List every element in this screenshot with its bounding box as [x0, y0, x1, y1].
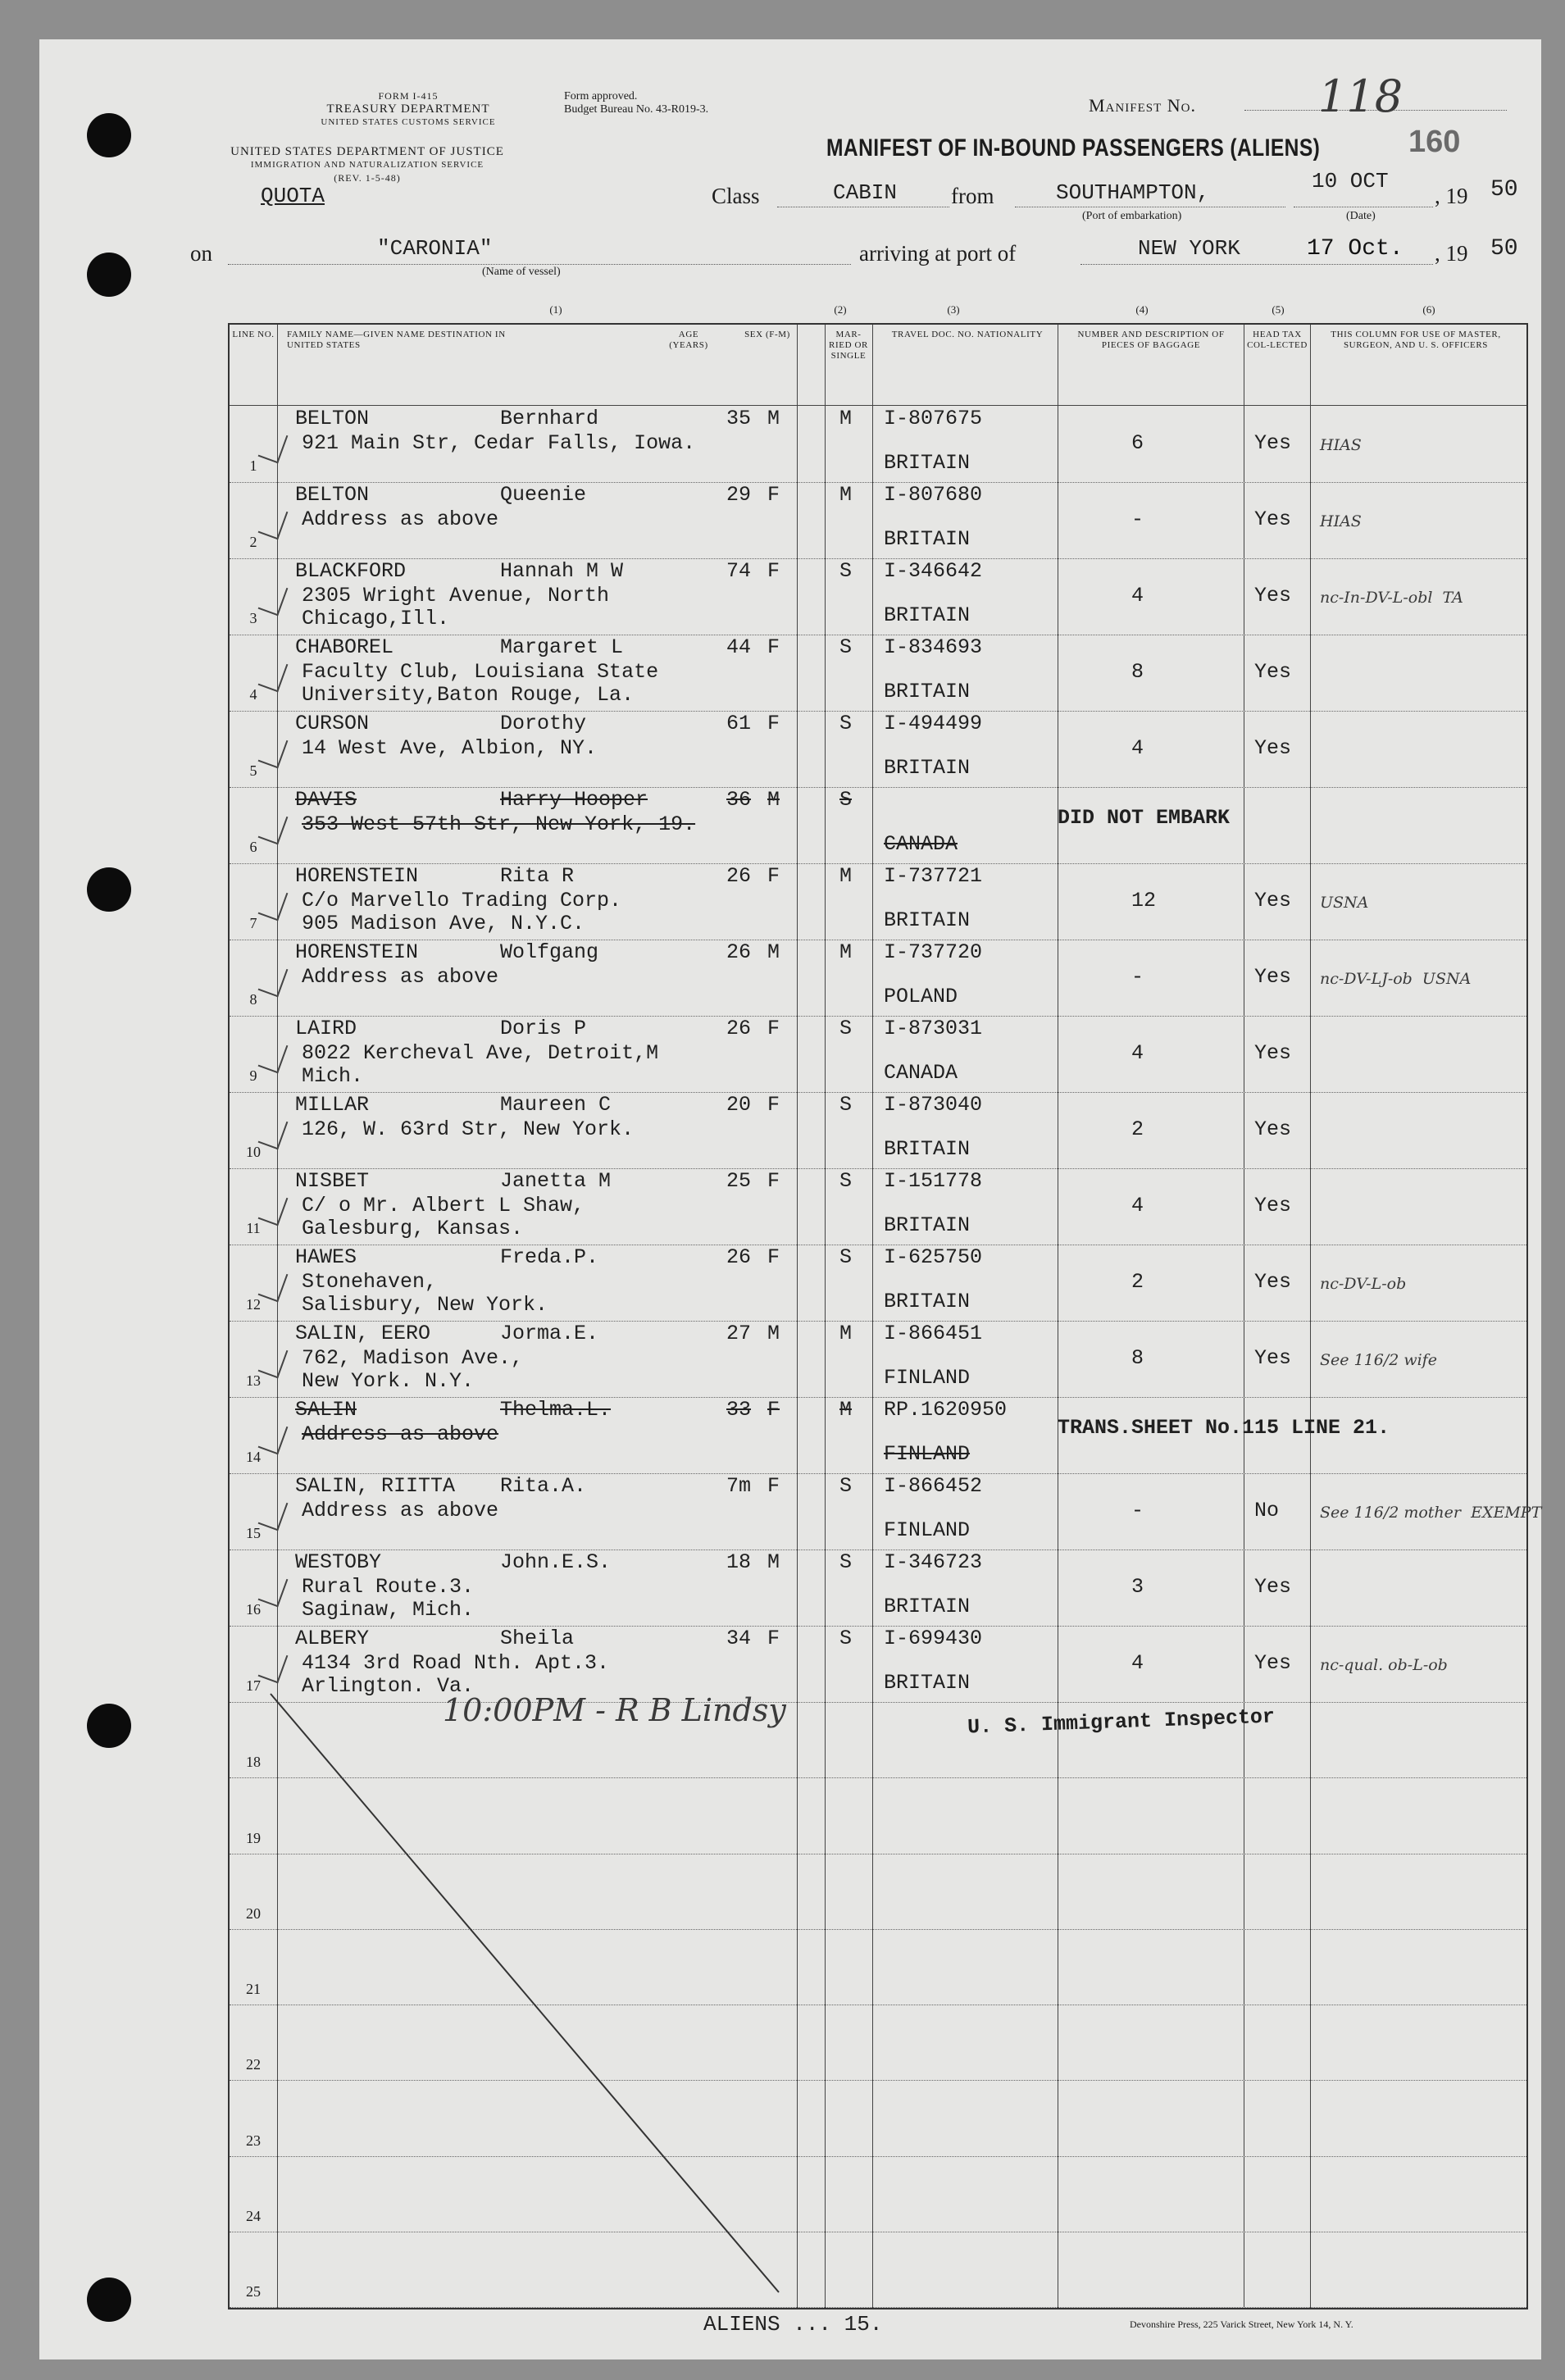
sex: F: [767, 559, 780, 583]
age: 25: [726, 1169, 752, 1193]
travel-doc-number: I-699430: [884, 1627, 983, 1650]
year-arrival: 50: [1490, 236, 1518, 262]
family-name: SALIN: [295, 1398, 357, 1422]
line-number: 17: [246, 1677, 261, 1694]
given-name: Janetta M: [500, 1169, 612, 1193]
officer-note: nc-DV-LJ-ob USNA: [1320, 970, 1472, 988]
line-number: 23: [246, 2132, 261, 2149]
table-row: [230, 864, 1526, 940]
marital-status: S: [839, 1169, 853, 1193]
line-number: 15: [246, 1525, 261, 1541]
manifest-number: 118: [1318, 71, 1403, 122]
address-line-2: Saginaw, Mich.: [302, 1598, 475, 1622]
punch-hole: [87, 2278, 131, 2322]
officer-note: See 116/2 mother EXEMPT: [1320, 1504, 1542, 1522]
baggage-count: 12: [1131, 889, 1157, 912]
line-number: 12: [246, 1296, 261, 1313]
line-number: 19: [246, 1829, 261, 1846]
sex: F: [767, 1093, 780, 1117]
officer-note: HIAS: [1320, 512, 1362, 530]
address-line-2: 905 Madison Ave, N.Y.C.: [302, 912, 585, 935]
line-number: 21: [246, 1981, 261, 1997]
year-embark: 50: [1490, 177, 1518, 203]
family-name: SALIN, EERO: [295, 1322, 431, 1345]
address-line-1: 921 Main Str, Cedar Falls, Iowa.: [302, 431, 696, 455]
sex: F: [767, 1398, 780, 1422]
form-number: FORM I-415: [378, 90, 439, 102]
given-name: Doris P: [500, 1017, 587, 1040]
nationality: BRITAIN: [884, 527, 971, 551]
printer-credit: Devonshire Press, 225 Varick Street, New York 14, N. Y.: [1130, 2319, 1353, 2330]
travel-doc-number: I-866451: [884, 1322, 983, 1345]
marital-status: S: [839, 1474, 853, 1498]
age: 26: [726, 940, 752, 964]
vessel-name: "CARONIA": [377, 236, 493, 261]
line-number: 11: [246, 1220, 261, 1236]
officer-note: nc-qual. ob-L-ob: [1320, 1656, 1448, 1674]
line-number: 18: [246, 1754, 261, 1771]
address-line-2: University,Baton Rouge, La.: [302, 683, 635, 707]
inspector-signature: 10:00PM - R B Lindsy: [443, 1692, 786, 1728]
table-row: [230, 940, 1526, 1017]
marital-status: M: [839, 940, 853, 964]
given-name: Thelma.L.: [500, 1398, 612, 1422]
head-tax: No: [1254, 1499, 1280, 1522]
form-approved: Form approved.: [564, 90, 638, 102]
on-label: on: [190, 241, 212, 266]
col-header-baggage: NUMBER AND DESCRIPTION OF PIECES OF BAGGAGE: [1077, 330, 1225, 350]
baggage-count: -: [1131, 965, 1144, 989]
baggage-count: DID NOT EMBARK: [1058, 806, 1231, 830]
travel-doc-number: I-737721: [884, 864, 983, 888]
table-row: [230, 788, 1526, 864]
marital-status: M: [839, 1398, 853, 1422]
sex: M: [767, 940, 780, 964]
port-arrival: NEW YORK: [1138, 236, 1240, 261]
table-row: [230, 1169, 1526, 1245]
nationality: BRITAIN: [884, 1213, 971, 1237]
head-tax: Yes: [1254, 736, 1292, 760]
marital-status: M: [839, 1322, 853, 1345]
baggage-count: 4: [1131, 1651, 1144, 1675]
table-row: [230, 1398, 1526, 1474]
manifest-page: [39, 39, 1541, 2360]
travel-doc-number: RP.1620950: [884, 1398, 1008, 1422]
nationality: BRITAIN: [884, 756, 971, 780]
table-row: [230, 1550, 1526, 1627]
given-name: Queenie: [500, 483, 587, 507]
sex: F: [767, 1245, 780, 1269]
customs-service: UNITED STATES CUSTOMS SERVICE: [321, 117, 496, 127]
family-name: HAWES: [295, 1245, 357, 1269]
col-header-age: AGE (YEARS): [669, 330, 708, 350]
officer-note: See 116/2 wife: [1320, 1351, 1437, 1369]
table-row: [230, 1245, 1526, 1322]
line-number: 16: [246, 1601, 261, 1618]
line-number: 3: [249, 610, 257, 626]
family-name: ALBERY: [295, 1627, 370, 1650]
head-tax: Yes: [1254, 965, 1292, 989]
age: 34: [726, 1627, 752, 1650]
age: 29: [726, 483, 752, 507]
travel-doc-number: I-625750: [884, 1245, 983, 1269]
treasury-dept: TREASURY DEPARTMENT: [326, 102, 490, 116]
given-name: Rita R: [500, 864, 575, 888]
line-number: 7: [249, 915, 257, 931]
sex: F: [767, 1627, 780, 1650]
nationality: POLAND: [884, 985, 958, 1008]
head-tax: Yes: [1254, 889, 1292, 912]
line-number: 5: [249, 762, 257, 779]
age: 26: [726, 1017, 752, 1040]
line-number: 2: [249, 534, 257, 550]
from-label: from: [951, 184, 994, 208]
manifest-title: MANIFEST OF IN-BOUND PASSENGERS (ALIENS): [826, 134, 1321, 162]
age: 61: [726, 712, 752, 735]
col-header-married: MAR-RIED OR SINGLE: [829, 330, 868, 361]
year-prefix: , 19: [1435, 241, 1468, 266]
head-tax: Yes: [1254, 431, 1292, 455]
col-header-name: FAMILY NAME—GIVEN NAME DESTINATION IN UNITED STATES: [287, 330, 506, 350]
port-embarkation: SOUTHAMPTON,: [1056, 180, 1210, 205]
baggage-count: 3: [1131, 1575, 1144, 1599]
cancel-diagonal: [254, 1686, 828, 2309]
address-line-1: Stonehaven,: [302, 1270, 438, 1294]
address-line-2: Mich.: [302, 1064, 364, 1088]
officer-note: HIAS: [1320, 436, 1362, 454]
baggage-count: 6: [1131, 431, 1144, 455]
baggage-count: -: [1131, 1499, 1144, 1522]
baggage-count: 8: [1131, 660, 1144, 684]
column-number: (1): [549, 303, 562, 316]
family-name: LAIRD: [295, 1017, 357, 1040]
table-row: [230, 1017, 1526, 1093]
line-number: 14: [246, 1449, 261, 1465]
line-number: 13: [246, 1372, 261, 1389]
address-line-2: Galesburg, Kansas.: [302, 1217, 524, 1240]
date-embarkation: 10 OCT: [1312, 169, 1389, 193]
address-line-1: Faculty Club, Louisiana State: [302, 660, 659, 684]
table-row: [230, 635, 1526, 712]
punch-hole: [87, 867, 131, 912]
given-name: Maureen C: [500, 1093, 612, 1117]
address-line-2: Arlington. Va.: [302, 1674, 475, 1698]
age: 36: [726, 788, 752, 812]
family-name: CURSON: [295, 712, 370, 735]
marital-status: M: [839, 407, 853, 430]
marital-status: S: [839, 712, 853, 735]
nationality: BRITAIN: [884, 908, 971, 932]
baggage-count: 2: [1131, 1270, 1144, 1294]
justice-dept: UNITED STATES DEPARTMENT OF JUSTICE: [230, 145, 504, 158]
nationality: BRITAIN: [884, 451, 971, 475]
nationality: BRITAIN: [884, 1290, 971, 1313]
travel-doc-number: I-866452: [884, 1474, 983, 1498]
column-number: (5): [1272, 303, 1285, 316]
table-row: [230, 1093, 1526, 1169]
officer-note: nc-In-DV-L-obl TA: [1320, 589, 1463, 607]
baggage-count: 8: [1131, 1346, 1144, 1370]
sex: F: [767, 483, 780, 507]
address-line-2: New York. N.Y.: [302, 1369, 475, 1393]
head-tax: Yes: [1254, 660, 1292, 684]
head-tax: Yes: [1254, 1270, 1292, 1294]
date-arrival: 17 Oct.: [1307, 236, 1403, 262]
marital-status: S: [839, 635, 853, 659]
address-line-1: 2305 Wright Avenue, North: [302, 584, 610, 608]
officer-note: USNA: [1320, 894, 1369, 912]
nationality: FINLAND: [884, 1366, 971, 1390]
given-name: Hannah M W: [500, 559, 624, 583]
line-number: 4: [249, 686, 257, 703]
aliens-total: ALIENS ... 15.: [703, 2312, 883, 2337]
family-name: HORENSTEIN: [295, 940, 419, 964]
given-name: Jorma.E.: [500, 1322, 599, 1345]
head-tax: Yes: [1254, 1651, 1292, 1675]
date-caption: (Date): [1346, 210, 1376, 222]
given-name: Wolfgang: [500, 940, 599, 964]
head-tax: Yes: [1254, 1346, 1292, 1370]
address-line-1: Address as above: [302, 507, 499, 531]
ins-service: IMMIGRATION AND NATURALIZATION SERVICE: [250, 160, 485, 170]
baggage-count: -: [1131, 507, 1144, 531]
age: 20: [726, 1093, 752, 1117]
line-number: 1: [249, 457, 257, 474]
marital-status: S: [839, 1093, 853, 1117]
line-number: 24: [246, 2207, 261, 2224]
family-name: DAVIS: [295, 788, 357, 812]
sex: M: [767, 788, 780, 812]
marital-status: S: [839, 559, 853, 583]
col-header-head-tax: HEAD TAX COL-LECTED: [1247, 330, 1308, 350]
vessel-caption: (Name of vessel): [482, 266, 561, 278]
column-number: (2): [834, 303, 847, 316]
revision: (REV. 1-5-48): [334, 172, 401, 184]
family-name: HORENSTEIN: [295, 864, 419, 888]
nationality: CANADA: [884, 832, 958, 856]
travel-doc-number: I-346723: [884, 1550, 983, 1574]
given-name: John.E.S.: [500, 1550, 612, 1574]
address-line-1: Address as above: [302, 965, 499, 989]
baggage-count: 4: [1131, 1194, 1144, 1217]
nationality: CANADA: [884, 1061, 958, 1085]
address-line-1: 126, W. 63rd Str, New York.: [302, 1117, 635, 1141]
table-row: [230, 483, 1526, 559]
arriving-label: arriving at port of: [859, 241, 1017, 266]
address-line-1: 353 West 57th Str, New York, 19.: [302, 812, 696, 836]
age: 33: [726, 1398, 752, 1422]
address-line-1: 762, Madison Ave.,: [302, 1346, 524, 1370]
line-number: 22: [246, 2056, 261, 2073]
age: 35: [726, 407, 752, 430]
baggage-count: 4: [1131, 736, 1144, 760]
age: 74: [726, 559, 752, 583]
table-row: [230, 1322, 1526, 1398]
nationality: FINLAND: [884, 1442, 971, 1466]
travel-doc-number: I-737720: [884, 940, 983, 964]
given-name: Sheila: [500, 1627, 575, 1650]
port-embarkation-caption: (Port of embarkation): [1082, 210, 1182, 222]
address-line-1: C/o Marvello Trading Corp.: [302, 889, 622, 912]
sex: F: [767, 1169, 780, 1193]
nationality: BRITAIN: [884, 603, 971, 627]
stamp-number: 160: [1408, 125, 1461, 159]
nationality: FINLAND: [884, 1518, 971, 1542]
travel-doc-number: I-807675: [884, 407, 983, 430]
head-tax: Yes: [1254, 1041, 1292, 1065]
budget-bureau: Budget Bureau No. 43-R019-3.: [564, 103, 709, 116]
head-tax: Yes: [1254, 1117, 1292, 1141]
line-number: 6: [249, 839, 257, 855]
given-name: Rita.A.: [500, 1474, 587, 1498]
manifest-label: Manifest No.: [1089, 95, 1196, 116]
marital-status: S: [839, 1550, 853, 1574]
punch-hole: [87, 253, 131, 297]
inspector-title: U. S. Immigrant Inspector: [967, 1704, 1276, 1740]
column-number: (4): [1135, 303, 1149, 316]
age: 7m: [726, 1474, 752, 1498]
table-row: [230, 712, 1526, 788]
marital-status: M: [839, 483, 853, 507]
sex: M: [767, 407, 780, 430]
col-header-officers: THIS COLUMN FOR USE OF MASTER, SURGEON, AND U. S. OFFICERS: [1331, 330, 1501, 350]
age: 27: [726, 1322, 752, 1345]
head-tax: Yes: [1254, 1575, 1292, 1599]
head-tax: Yes: [1254, 1194, 1292, 1217]
age: 44: [726, 635, 752, 659]
col-header-travel-doc: TRAVEL DOC. NO. NATIONALITY: [891, 330, 1044, 339]
sex: M: [767, 1550, 780, 1574]
punch-hole: [87, 113, 131, 157]
address-line-2: Salisbury, New York.: [302, 1293, 548, 1317]
baggage-count: TRANS.SHEET No.115 LINE 21.: [1058, 1416, 1390, 1440]
quota-label: QUOTA: [261, 184, 325, 208]
sex: F: [767, 635, 780, 659]
column-number: (3): [947, 303, 960, 316]
marital-status: S: [839, 1627, 853, 1650]
given-name: Freda.P.: [500, 1245, 599, 1269]
manifest-table: [228, 323, 1542, 2309]
family-name: BLACKFORD: [295, 559, 407, 583]
line-number: 10: [246, 1144, 261, 1160]
nationality: BRITAIN: [884, 680, 971, 703]
marital-status: S: [839, 1017, 853, 1040]
head-tax: Yes: [1254, 584, 1292, 608]
class-value: CABIN: [833, 180, 898, 205]
marital-status: M: [839, 864, 853, 888]
line-number: 25: [246, 2283, 261, 2300]
travel-doc-number: I-494499: [884, 712, 983, 735]
punch-hole: [87, 1704, 131, 1748]
nationality: BRITAIN: [884, 1137, 971, 1161]
travel-doc-number: I-873031: [884, 1017, 983, 1040]
travel-doc-number: I-873040: [884, 1093, 983, 1117]
line-number: 8: [249, 991, 257, 1008]
sex: F: [767, 1017, 780, 1040]
table-row: [230, 407, 1526, 483]
class-label: Class: [712, 184, 760, 208]
address-line-1: Rural Route.3.: [302, 1575, 475, 1599]
sex: M: [767, 1322, 780, 1345]
baggage-count: 4: [1131, 1041, 1144, 1065]
baggage-count: 4: [1131, 584, 1144, 608]
nationality: BRITAIN: [884, 1595, 971, 1618]
age: 18: [726, 1550, 752, 1574]
line-number: 20: [246, 1904, 261, 1922]
travel-doc-number: I-151778: [884, 1169, 983, 1193]
nationality: BRITAIN: [884, 1671, 971, 1695]
travel-doc-number: I-834693: [884, 635, 983, 659]
given-name: Margaret L: [500, 635, 624, 659]
address-line-1: 8022 Kercheval Ave, Detroit,M: [302, 1041, 659, 1065]
address-line-1: C/ o Mr. Albert L Shaw,: [302, 1194, 585, 1217]
family-name: CHABOREL: [295, 635, 394, 659]
address-line-1: Address as above: [302, 1422, 499, 1446]
table-row: [230, 559, 1526, 635]
family-name: BELTON: [295, 483, 370, 507]
baggage-count: 2: [1131, 1117, 1144, 1141]
address-line-1: Address as above: [302, 1499, 499, 1522]
year-prefix: , 19: [1435, 184, 1468, 208]
officer-note: nc-DV-L-ob: [1320, 1275, 1407, 1293]
travel-doc-number: I-346642: [884, 559, 983, 583]
family-name: MILLAR: [295, 1093, 370, 1117]
col-header-line: LINE NO.: [232, 330, 275, 339]
travel-doc-number: I-807680: [884, 483, 983, 507]
table-row: [230, 1474, 1542, 1550]
column-number: (6): [1422, 303, 1435, 316]
family-name: BELTON: [295, 407, 370, 430]
age: 26: [726, 1245, 752, 1269]
head-tax: Yes: [1254, 507, 1292, 531]
marital-status: S: [839, 1245, 853, 1269]
age: 26: [726, 864, 752, 888]
given-name: Harry Hooper: [500, 788, 648, 812]
family-name: NISBET: [295, 1169, 370, 1193]
sex: F: [767, 712, 780, 735]
address-line-1: 14 West Ave, Albion, NY.: [302, 736, 598, 760]
family-name: SALIN, RIITTA: [295, 1474, 456, 1498]
sex: F: [767, 864, 780, 888]
given-name: Bernhard: [500, 407, 599, 430]
family-name: WESTOBY: [295, 1550, 382, 1574]
given-name: Dorothy: [500, 712, 587, 735]
marital-status: S: [839, 788, 853, 812]
address-line-2: Chicago,Ill.: [302, 607, 450, 630]
sex: F: [767, 1474, 780, 1498]
address-line-1: 4134 3rd Road Nth. Apt.3.: [302, 1651, 610, 1675]
col-header-sex: SEX (F-M): [744, 330, 790, 339]
line-number: 9: [249, 1067, 257, 1084]
